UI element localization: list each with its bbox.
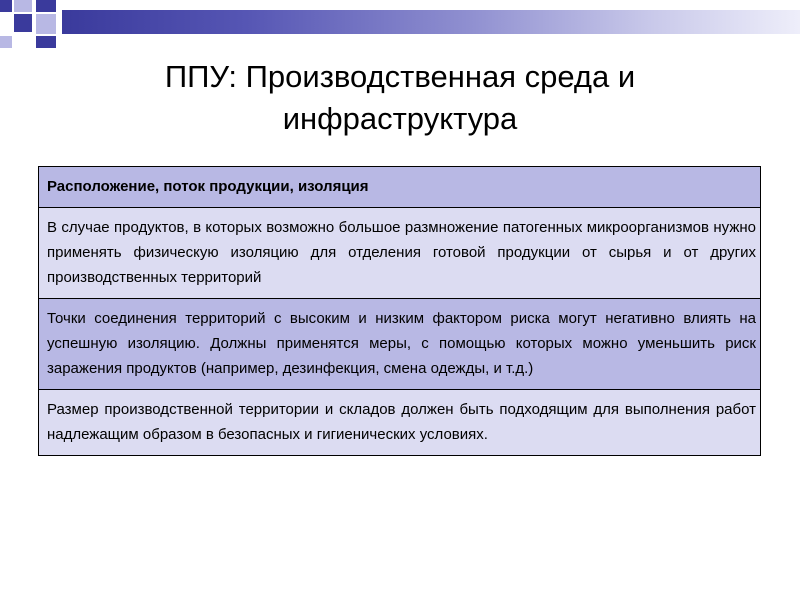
slide-title-line-2: инфраструктура [282,101,518,136]
table-row [39,208,761,299]
table-header-row [39,167,761,208]
table-row [39,390,761,456]
decor-square-5 [36,14,56,34]
decor-square-7 [36,36,56,48]
header-gradient-bar [62,10,800,34]
table-cell-row-3: Размер производственной территории и складов должен быть подходящим для выполнения работ надлежащим образом в безопасных и гигиенических условиях. [39,390,761,456]
decor-square-2 [14,0,32,12]
table-row [39,299,761,390]
table-cell-row-1: В случае продуктов, в которых возможно большое размножение патогенных микроорганизмов нужно применять физическую изоляцию для отделения готовой продукции от сырья и от других производственных территорий [39,208,761,299]
decor-square-1 [0,0,12,12]
content-table [38,166,761,456]
table-cell-row-2: Точки соединения территорий с высоким и низким фактором риска могут негативно влиять на успешную изоляцию. Должны применятся меры, с помощью которых можно уменьшить риск заражения продуктов (например, дезинфекция, смена одежды, и т.д.) [39,299,761,390]
slide-title [0,56,800,140]
slide-title-line-1: ППУ: Производственная среда и [164,59,636,94]
decor-square-4 [14,14,32,32]
decor-square-3 [36,0,56,12]
decor-square-6 [0,36,12,48]
table-header-cell: Расположение, поток продукции, изоляция [39,167,761,208]
